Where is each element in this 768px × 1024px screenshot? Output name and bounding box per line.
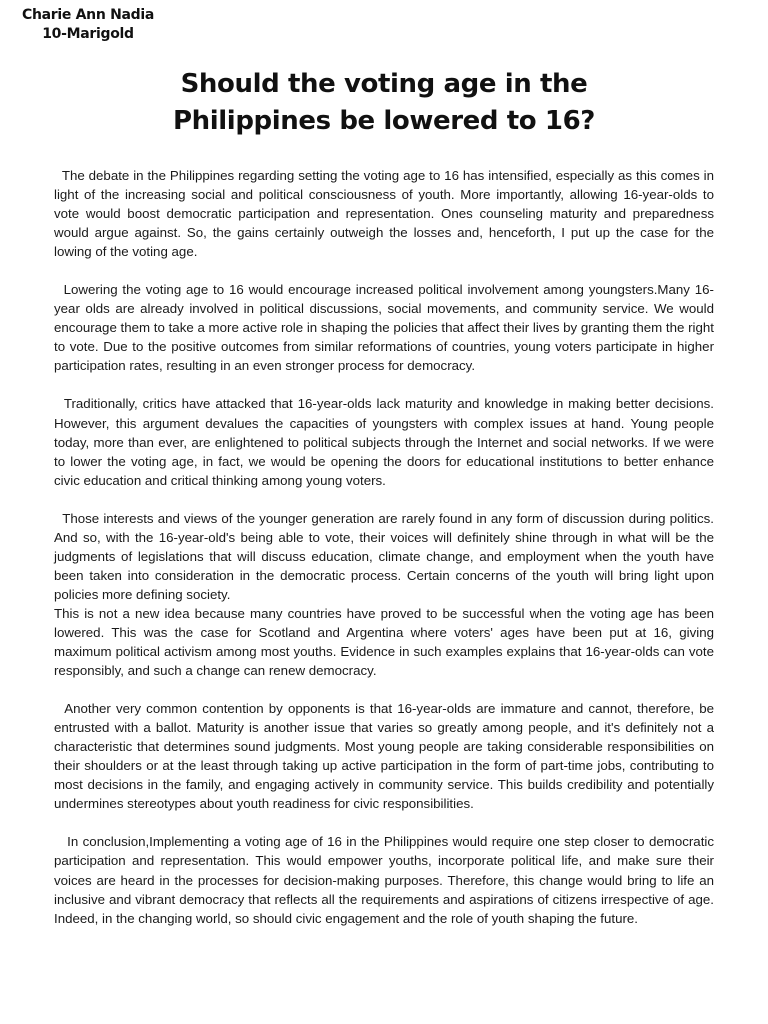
paragraph-conclusion: In conclusion,Implementing a voting age of 16 in the Philippines would require one step closer to democratic participation and representation. This would empower youths, incorporate political life, and make sure their voices are heard in the processes for decision-making purposes. Therefore, this change would bring to life an inclusive and vibrant democracy that reflects all the requirements and aspirations of citizens irrespective of age. Indeed, in the changing world, so should civic engagement and the role of youth shaping the future. [54,834,714,926]
essay-body [54,166,714,928]
paragraph-gap [54,375,714,394]
paragraph-maturity-critics: Traditionally, critics have attacked that 16-year-olds lack maturity and knowledge in making better decisions. However, this argument devalues the capacities of youngsters with complex issues at hand. Young people today, more than ever, are enlightened to political subjects through the Internet and social networks. If we were to lower the voting age, in fact, we would be opening the doors for educational institutions to better enhance civic education and critical thinking among young voters. [54,396,714,488]
paragraph-gap [54,680,714,699]
paragraph-gap [54,813,714,832]
paragraph-political-involvement: Lowering the voting age to 16 would encourage increased political involvement among youngsters.Many 16-year olds are already involved in political discussions, social movements, and community service. We would encourage them to take a more active role in shaping the policies that affect their lives by granting them the right to vote. Due to the positive outcomes from similar reformations of countries, young voters participate in higher participation rates, resulting in an even stronger process for democracy. [54,282,714,374]
author-section: 10-Marigold [42,26,134,42]
author-header [14,6,162,44]
essay-title-line-1: Should the voting age in the [180,69,588,99]
paragraph-gap [54,261,714,280]
paragraph-intro: The debate in the Philippines regarding setting the voting age to 16 has intensified, especially as this comes in light of the increasing social and political consciousness of youth. More importantly, allowing 16-year-olds to vote would boost democratic participation and representation. Ones counseling maturity and preparedness would argue against. So, the gains certainly outweigh the losses and, henceforth, I put up the case for the lowing of the voting age. [54,168,714,260]
author-name: Charie Ann Nadia [21,7,155,23]
paragraph-youth-voices: Those interests and views of the younger generation are rarely found in any form of discussion during politics. And so, with the 16-year-old's being able to vote, their voices will definitely shine through in what will be the judgments of legislations that will discuss education, climate change, and employment when the youth have been taken into consideration in the democratic process. Certain concerns of the youth will bring light upon policies more defining society. [54,510,714,602]
paragraph-gap [54,490,714,509]
essay-title [100,66,668,140]
paragraph-country-examples: This is not a new idea because many countries have proved to be successful when the voting age has been lowered. This was the case for Scotland and Argentina where voters' ages have been put at 16, giving maximum political activism among most youths. Evidence in such examples explains that 16-year-olds can vote responsibly, and such a change can renew democracy. [54,605,714,679]
paragraph-immaturity-contention: Another very common contention by opponents is that 16-year-olds are immature and cannot, therefore, be entrusted with a ballot. Maturity is another issue that varies so greatly among people, and it's definitely not a characteristic that determines sound judgments. Most young people are taking considerable responsibilities on their shoulders or at the least through taking up active participation in the form of part-time jobs, contributing to most decisions in the family, and engaging actively in community service. This builds credibility and potentially undermines stereotypes about youth readiness for civic responsibilities. [54,701,714,812]
essay-title-line-2: Philippines be lowered to 16? [173,106,595,136]
